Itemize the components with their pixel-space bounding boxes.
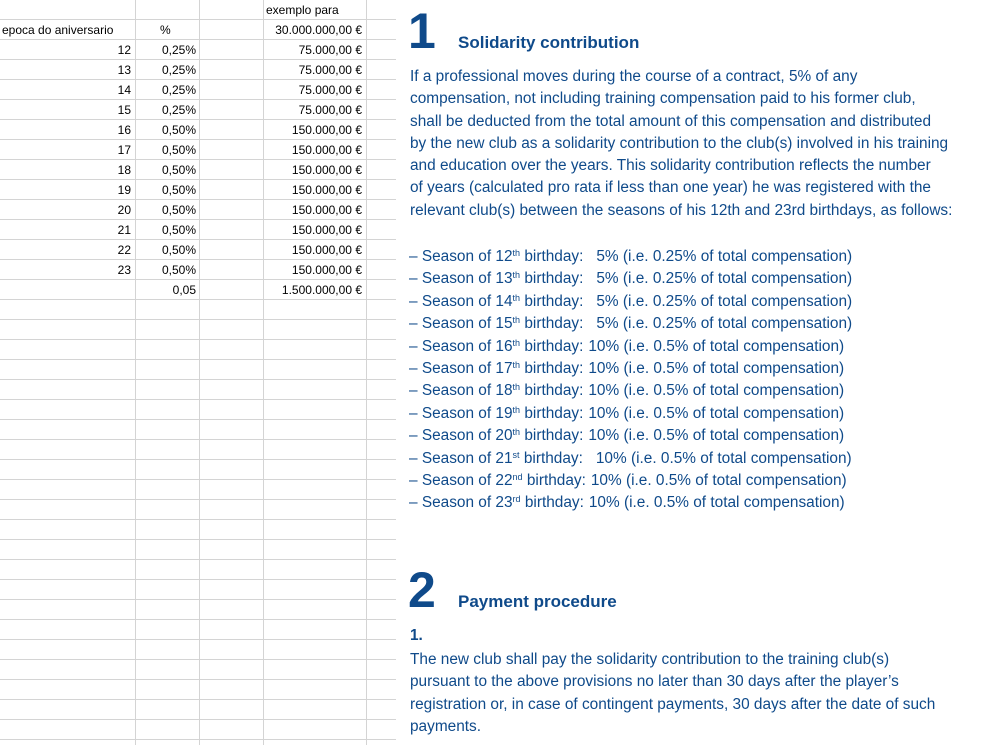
schedule-season: – Season of 16 xyxy=(409,337,513,355)
cell-amount[interactable]: 150.000,00 € xyxy=(291,123,362,137)
cell-season-age[interactable]: 16 xyxy=(117,123,131,137)
cell-season-age[interactable]: 21 xyxy=(117,223,131,237)
cell-amount[interactable]: 75.000,00 € xyxy=(298,63,362,77)
schedule-item xyxy=(409,336,852,358)
total-cell-percent[interactable]: 0,05 xyxy=(172,283,196,297)
cell-amount[interactable]: 150.000,00 € xyxy=(291,243,362,257)
cell-amount[interactable]: 150.000,00 € xyxy=(291,183,362,197)
schedule-value: 10% (i.e. 0.5% of total compensation) xyxy=(588,494,845,512)
schedule-value: 5% (i.e. 0.25% of total compensation) xyxy=(596,248,853,265)
schedule-season: – Season of 18 xyxy=(409,382,513,400)
schedule-label: birthday: xyxy=(520,494,584,512)
cell-percent[interactable]: 0,25% xyxy=(161,63,196,77)
paragraph-line: compensation, not including training compensation paid to his former club, xyxy=(410,90,916,108)
schedule-season: – Season of 21 xyxy=(409,449,513,467)
column-divider xyxy=(199,0,200,745)
schedule-value: 10% (i.e. 0.5% of total compensation) xyxy=(588,359,845,377)
cell-percent[interactable]: 0,50% xyxy=(161,263,196,277)
schedule-item xyxy=(409,246,852,268)
schedule-value: 5% (i.e. 0.25% of total compensation) xyxy=(596,270,853,288)
solidarity-schedule-list xyxy=(409,246,852,515)
schedule-season: – Season of 22 xyxy=(409,471,513,489)
schedule-value: 10% (i.e. 0.5% of total compensation) xyxy=(595,449,852,467)
schedule-label: birthday: xyxy=(520,315,584,333)
cell-season-age[interactable]: 12 xyxy=(117,43,131,57)
schedule-season: – Season of 17 xyxy=(409,359,513,377)
ordinal-suffix: rd xyxy=(512,494,521,505)
cell-season-age[interactable]: 20 xyxy=(117,203,131,217)
schedule-season: – Season of 23 xyxy=(409,494,513,512)
paragraph-line: If a professional moves during the course of a contract, 5% of any xyxy=(410,68,858,85)
schedule-item xyxy=(409,448,852,470)
cell-season-age[interactable]: 22 xyxy=(117,243,131,257)
ordinal-suffix: th xyxy=(512,248,521,258)
pasted-document-image xyxy=(396,0,1001,745)
schedule-item xyxy=(409,470,852,492)
section-2-number: 2 xyxy=(408,562,435,618)
schedule-label: birthday: xyxy=(519,449,583,467)
ordinal-suffix: th xyxy=(512,427,521,438)
ordinal-suffix: th xyxy=(512,337,521,348)
paragraph-line: by the new club as a solidarity contribution to the club(s) involved in his training xyxy=(410,134,949,152)
ordinal-suffix: th xyxy=(512,359,521,370)
header-cell-example[interactable]: exemplo para xyxy=(266,3,339,17)
ordinal-suffix: th xyxy=(512,315,521,326)
schedule-value: 10% (i.e. 0.5% of total compensation) xyxy=(588,427,845,445)
cell-amount[interactable]: 150.000,00 € xyxy=(291,143,362,157)
cell-amount[interactable]: 75.000,00 € xyxy=(298,83,362,97)
paragraph-line: The new club shall pay the solidarity contribution to the training club(s) xyxy=(410,651,890,668)
schedule-label: birthday: xyxy=(520,337,584,355)
cell-percent[interactable]: 0,50% xyxy=(161,143,196,157)
section-2-paragraph xyxy=(410,649,998,738)
schedule-item xyxy=(409,291,852,313)
schedule-label: birthday: xyxy=(520,359,584,377)
schedule-value: 10% (i.e. 0.5% of total compensation) xyxy=(588,337,845,355)
schedule-value: 5% (i.e. 0.25% of total compensation) xyxy=(596,292,853,310)
ordinal-suffix: th xyxy=(512,292,521,303)
paragraph-line: registration or, in case of contingent payments, 30 days after the date of such xyxy=(410,695,936,713)
schedule-label: birthday: xyxy=(520,427,584,445)
ordinal-suffix: th xyxy=(512,270,521,281)
cell-percent[interactable]: 0,50% xyxy=(161,243,196,257)
schedule-item xyxy=(409,358,852,380)
cell-season-age[interactable]: 17 xyxy=(117,143,131,157)
ordinal-suffix: nd xyxy=(512,471,523,482)
schedule-item xyxy=(409,313,852,335)
section-1-paragraph xyxy=(410,66,998,222)
schedule-label: birthday: xyxy=(520,382,584,400)
column-divider xyxy=(263,0,264,745)
cell-percent[interactable]: 0,25% xyxy=(161,43,196,57)
header-cell-percent[interactable]: % xyxy=(160,23,171,37)
schedule-value: 10% (i.e. 0.5% of total compensation) xyxy=(588,382,845,400)
schedule-value: 10% (i.e. 0.5% of total compensation) xyxy=(590,471,847,489)
column-divider xyxy=(135,0,136,745)
schedule-item xyxy=(409,425,852,447)
cell-amount[interactable]: 75.000,00 € xyxy=(298,43,362,57)
cell-season-age[interactable]: 18 xyxy=(117,163,131,177)
cell-amount[interactable]: 150.000,00 € xyxy=(291,163,362,177)
schedule-season: – Season of 13 xyxy=(409,270,513,288)
schedule-season: – Season of 12 xyxy=(409,248,513,265)
section-1-title: Solidarity contribution xyxy=(458,33,640,52)
cell-amount[interactable]: 150.000,00 € xyxy=(291,203,362,217)
total-cell-amount[interactable]: 1.500.000,00 € xyxy=(281,283,362,297)
paragraph-line: payments. xyxy=(410,717,482,735)
column-divider xyxy=(366,0,367,745)
paragraph-line: of years (calculated pro rata if less than one year) he was registered with the xyxy=(410,179,931,197)
cell-percent[interactable]: 0,25% xyxy=(161,83,196,97)
section-2-subnumber: 1. xyxy=(410,627,423,644)
schedule-value: 10% (i.e. 0.5% of total compensation) xyxy=(588,404,845,422)
paragraph-line: relevant club(s) between the seasons of his 12th and 23rd birthdays, as follows: xyxy=(410,201,953,219)
cell-season-age[interactable]: 13 xyxy=(117,63,131,77)
schedule-item xyxy=(409,268,852,290)
cell-season-age[interactable]: 19 xyxy=(117,183,131,197)
schedule-season: – Season of 20 xyxy=(409,427,513,445)
ordinal-suffix: th xyxy=(512,382,521,393)
cell-percent[interactable]: 0,50% xyxy=(161,183,196,197)
schedule-label: birthday: xyxy=(522,471,586,489)
cell-percent[interactable]: 0,25% xyxy=(161,103,196,117)
header-cell-season[interactable]: epoca do aniversario xyxy=(2,23,114,37)
schedule-label: birthday: xyxy=(520,270,584,288)
schedule-label: birthday: xyxy=(520,292,584,310)
paragraph-line: shall be deducted from the total amount of this compensation and distributed xyxy=(410,112,932,130)
schedule-season: – Season of 14 xyxy=(409,292,513,310)
schedule-item xyxy=(409,380,852,402)
ordinal-suffix: th xyxy=(512,404,521,415)
schedule-item xyxy=(409,403,852,425)
schedule-season: – Season of 19 xyxy=(409,404,513,422)
cell-percent[interactable]: 0,50% xyxy=(161,123,196,137)
schedule-label: birthday: xyxy=(520,248,584,265)
cell-amount[interactable]: 75.000,00 € xyxy=(298,103,362,117)
paragraph-line: pursuant to the above provisions no later than 30 days after the player’s xyxy=(410,673,899,691)
header-cell-example-value[interactable]: 30.000.000,00 € xyxy=(275,23,362,37)
cell-percent[interactable]: 0,50% xyxy=(161,203,196,217)
cell-percent[interactable]: 0,50% xyxy=(161,223,196,237)
schedule-season: – Season of 15 xyxy=(409,315,513,333)
section-2-title: Payment procedure xyxy=(458,592,617,611)
section-1-number: 1 xyxy=(408,3,435,59)
schedule-value: 5% (i.e. 0.25% of total compensation) xyxy=(596,315,853,333)
ordinal-suffix: st xyxy=(512,449,520,460)
cell-amount[interactable]: 150.000,00 € xyxy=(291,223,362,237)
schedule-item xyxy=(409,492,852,514)
cell-amount[interactable]: 150.000,00 € xyxy=(291,263,362,277)
cell-season-age[interactable]: 15 xyxy=(117,103,131,117)
cell-season-age[interactable]: 23 xyxy=(117,263,131,277)
cell-season-age[interactable]: 14 xyxy=(117,83,131,97)
cell-percent[interactable]: 0,50% xyxy=(161,163,196,177)
paragraph-line: and education over the years. This solidarity contribution reflects the number xyxy=(410,157,931,175)
schedule-label: birthday: xyxy=(520,404,584,422)
